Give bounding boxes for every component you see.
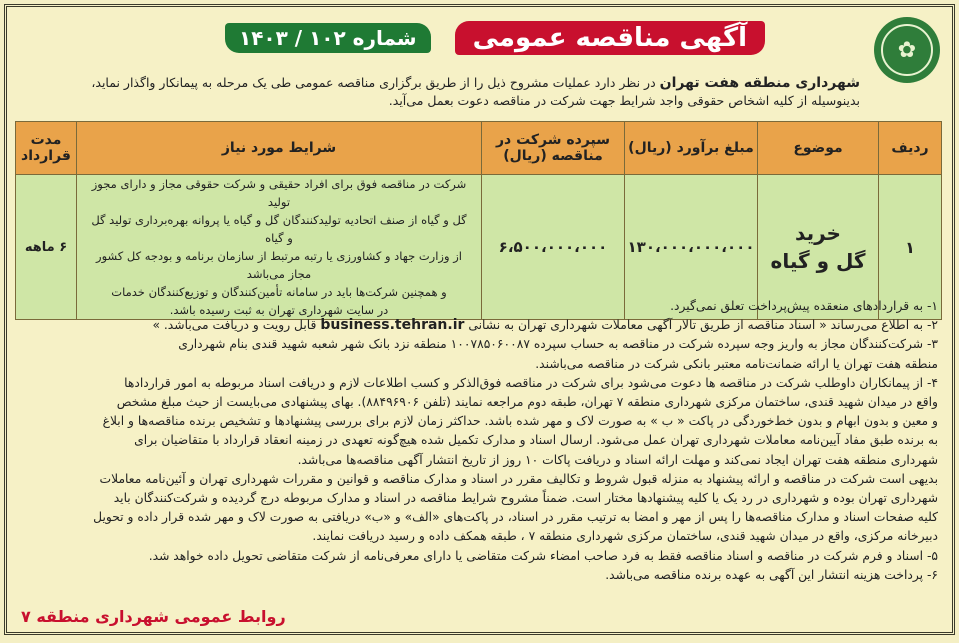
intro-text: در نظر دارد عملیات مشروح ذیل را از طریق برگزاری مناقصه عمومی طی یک مرحله به پیمانکار واگذار نماید، bbox=[91, 75, 656, 90]
conditions-line: از وزارت جهاد و کشاورزی یا رتبه مرتبط از سازمان برنامه و بودجه کل کشور مجاز می‌باشد bbox=[96, 249, 462, 281]
header-row-number: ردیف bbox=[879, 122, 942, 175]
clause-4b-line: بدیهی است شرکت در مناقصه و ارائه پیشنهاد به منزله قبول شروط و تکالیف مقرر در اسناد و مدارک مناقصه و قوانین و مقررات شهرداری تهران و آئین‌نامه معاملات bbox=[99, 471, 938, 486]
clause-4b-line: کلیه صفحات اسناد و مدارک مناقصه‌ها را پس از مهر و امضا به ترتیب مقرر در اسناد، در پاکت‌های «الف» و «ب» دریافتی به صورت لاک و مهر شده قرار داده و تحویل bbox=[93, 510, 938, 525]
intro-line-2: بدینوسیله از کلیه اشخاص حقوقی واجد شرایط جهت شرکت در مناقصه دعوت بعمل می‌آید. bbox=[388, 93, 860, 108]
title-banner bbox=[215, 19, 775, 57]
header-deposit: سپرده شرکت در مناقصه (ریال) bbox=[482, 122, 625, 175]
cell-row-number: ۱ bbox=[879, 175, 942, 320]
notice-body bbox=[21, 297, 938, 585]
tender-notice bbox=[4, 4, 955, 635]
clause-2-text-a: ۲- به اطلاع می‌رساند « اسناد مناقصه از طریق تالار آگهی معاملات شهرداری تهران به نشانی bbox=[468, 318, 938, 333]
clause-4-line: ۴- از پیمانکاران داوطلب شرکت در مناقصه ها دعوت می‌شود برای شرکت در مناقصه فوق‌الذکر و کسب اطلاعات لازم و دریافت اسناد مربوطه به امور قراردادها bbox=[124, 375, 938, 390]
header-duration: مدت قرارداد bbox=[16, 122, 77, 175]
clause-4-line: به برنده طبق مفاد آیین‌نامه معاملات شهرداری تهران عمل می‌شود. ارسال اسناد و مدارک تکمیل شده هیچ‌گونه تعهدی در زمینه انعقاد قرارداد با متقاضیان برای bbox=[134, 433, 938, 448]
conditions-line: در سایت شهرداری تهران به ثبت رسیده باشد. bbox=[169, 303, 389, 317]
logo-emblem-icon: ✿ bbox=[881, 24, 933, 76]
header-estimate: مبلغ برآورد (ریال) bbox=[625, 122, 758, 175]
clause-2-text-b: قابل رویت و دریافت می‌باشد. » bbox=[152, 318, 317, 333]
table-header-row bbox=[16, 122, 942, 175]
conditions-line: شرکت در مناقصه فوق برای افراد حقیقی و شرکت حقوقی مجاز و دارای مجوز تولید bbox=[91, 177, 467, 209]
clause-1: ۱- به قراردادهای منعقده پیش‌پرداخت تعلق نمی‌گیرد. bbox=[670, 299, 938, 313]
clause-3-line: ۳- شرکت‌کنندگان مجاز به واریز وجه سپرده شرکت در مناقصه به حساب سپرده ۱۰۰۷۸۵۰۶۰۰۸۷ منطقه نزد بانک شهر شعبه شهید قندی بنام شهرداری bbox=[178, 337, 938, 352]
business-website-link[interactable]: business.tehran.ir bbox=[320, 317, 465, 334]
conditions-line: گل و گیاه از صنف اتحادیه تولیدکنندگان گل و گیاه یا پروانه بهره‌برداری تولید گل و گیاه bbox=[91, 213, 467, 245]
clause-3-line: منطقه هفت تهران یا ارائه ضمانت‌نامه معتبر بانکی شرکت در مناقصه می‌باشند. bbox=[535, 356, 938, 371]
notice-number: شماره ۱۰۲ / ۱۴۰۳ bbox=[225, 23, 431, 53]
notice-title: آگهی مناقصه عمومی bbox=[455, 21, 765, 55]
clause-4-line: و معین و بدون ابهام و بدون خط‌خوردگی در پاکت « ب » به صورت لاک و مهر شده باشد. حداکثر زمان لازم برای بررسی پیشنهادها و تشخیص برنده مناقصه‌ها و ابلاغ bbox=[102, 414, 938, 429]
clause-4b-line: دبیرخانه مرکزی، واقع در میدان شهید قندی، ساختمان مرکزی شهرداری منطقه ۷ ، طبقه همکف داده و رسید دریافت نمایند. bbox=[312, 529, 938, 544]
clause-5: ۵- اسناد و فرم شرکت در مناقصه و اسناد مناقصه فقط به فرد صاحب امضاء شرکت متقاضی یا دارای معرفی‌نامه از شرکت متقاضی تحویل داده خواهد شد. bbox=[148, 548, 938, 563]
subject-line-1: خرید bbox=[795, 221, 841, 245]
clause-4-line: واقع در میدان شهید قندی، ساختمان مرکزی شهرداری منطقه ۷ تهران، طبقه دوم مراجعه نمایند (تلفن ۸۸۴۹۶۹۰۶). بهای پیشنهادی می‌بایست از حیث مبلغ مشخص bbox=[116, 395, 938, 410]
cell-estimate: ۱۳۰،۰۰۰،۰۰۰،۰۰۰ bbox=[625, 175, 758, 320]
intro-line-1 bbox=[21, 75, 860, 91]
conditions-line: و همچنین شرکت‌ها باید در سامانه تأمین‌کنندگان و توزیع‌کنندگان خدمات bbox=[111, 285, 447, 299]
clause-2 bbox=[21, 316, 938, 335]
clause-6: ۶- پرداخت هزینه انتشار این آگهی به عهده برنده مناقصه می‌باشد. bbox=[605, 567, 938, 582]
clause-4b-line: شهرداری تهران بوده و شهرداری در رد یک یا کلیه پیشنهادها مختار است. ضمناً مشروح شرایط مناقصه در اسناد و مدارک مربوطه درج گردیده و شرکت‌کنندگان باید bbox=[113, 491, 938, 506]
header-conditions: شرایط مورد نیاز bbox=[77, 122, 482, 175]
clause-4-line: شهرداری منطقه هفت تهران ایجاد نمی‌کند و مهلت ارائه اسناد و دریافت پاکات ۱۰ روز از تاریخ انتشار آگهی مناقصه‌ها می‌باشد. bbox=[297, 452, 938, 467]
cell-duration: ۶ ماهه bbox=[16, 175, 77, 320]
header-subject: موضوع bbox=[758, 122, 879, 175]
tender-table bbox=[15, 121, 942, 320]
cell-deposit: ۶،۵۰۰،۰۰۰،۰۰۰ bbox=[482, 175, 625, 320]
public-relations-signature: روابط عمومی شهرداری منطقه ۷ bbox=[21, 607, 286, 626]
organization-name: شهرداری منطقه هفت تهران bbox=[659, 75, 860, 91]
subject-line-2: گل و گیاه bbox=[770, 249, 866, 273]
municipality-logo bbox=[874, 17, 940, 83]
